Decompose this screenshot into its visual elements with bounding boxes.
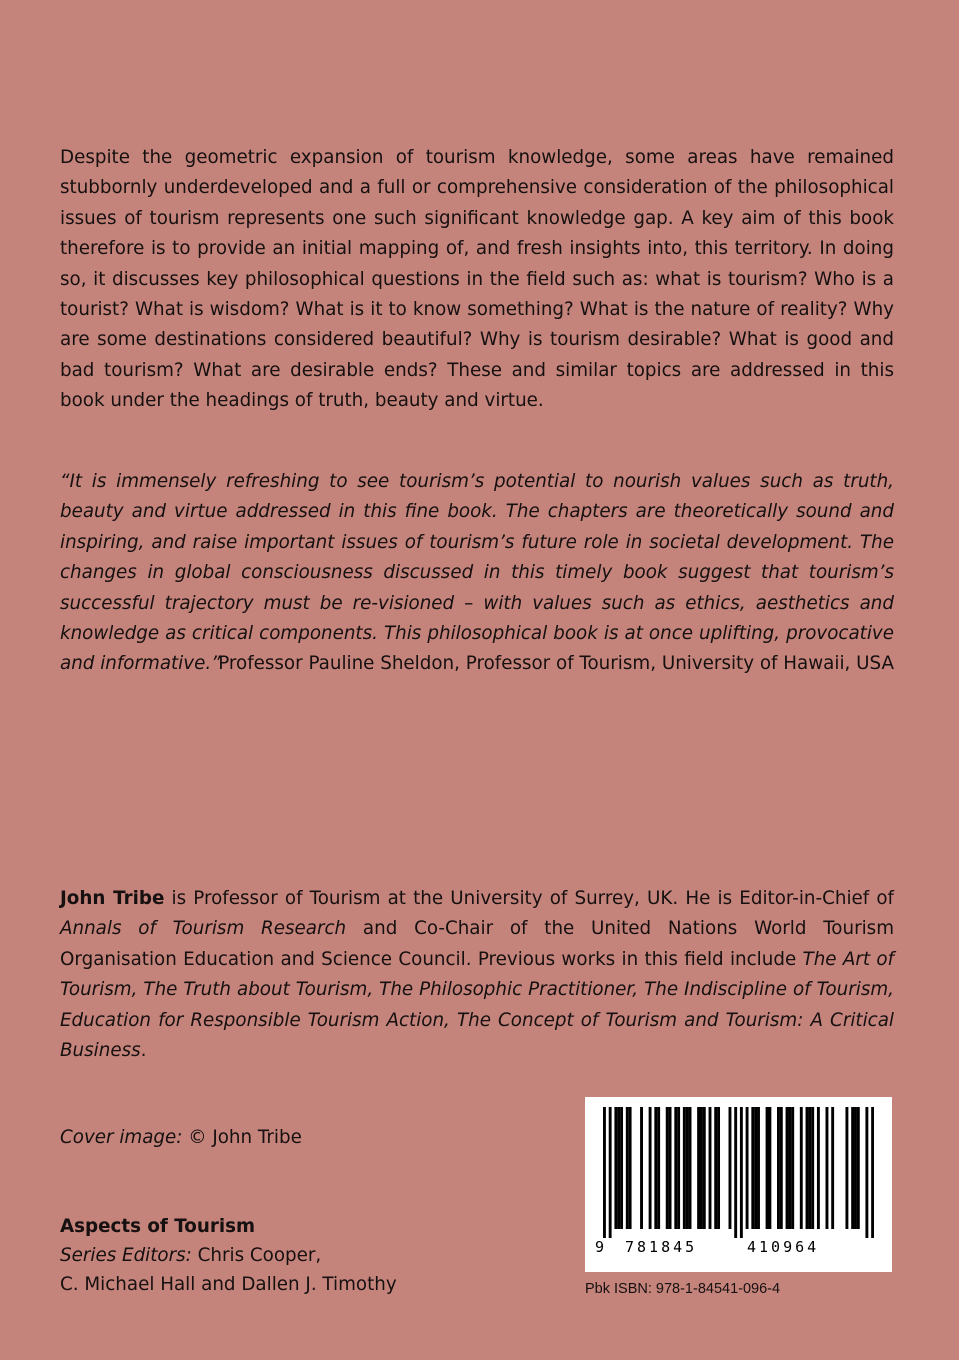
- barcode-group-1: 781845: [625, 1238, 698, 1256]
- endorsement-quote: “It is immensely refreshing to see tourism’s potential to nourish values such as truth, beauty and virtue addressed in this fine book. The chapters are theoretically sound and inspiring, and raise important issues of tourism’s future role in societal development. The changes in global consciousness discussed in this timely book suggest that tourism’s successful trajectory must be re-visioned – with values such as ethics, aesthetics and knowledge as critical components. This philosophical book is at once uplifting, provocative and informative.”: [60, 471, 894, 675]
- barcode-bar: [786, 1107, 789, 1229]
- barcode-bar: [654, 1107, 657, 1229]
- barcode-bar: [865, 1107, 868, 1238]
- cover-image-owner: © John Tribe: [182, 1127, 302, 1148]
- barcode-bar: [714, 1107, 717, 1229]
- barcode-bar: [729, 1107, 732, 1229]
- barcode-bar: [620, 1107, 623, 1229]
- barcode-bar: [686, 1107, 689, 1229]
- bio-text-1: is Professor of Tourism at the University of Surrey, UK. He is Editor-in-Chief of: [164, 888, 894, 909]
- bio-end: .: [140, 1040, 147, 1062]
- barcode-bar: [751, 1107, 754, 1229]
- series-editors-line2: C. Michael Hall and Dallen J. Timothy: [60, 1274, 397, 1295]
- cover-image-label: Cover image:: [60, 1127, 183, 1148]
- book-description: Despite the geometric expansion of tourism knowledge, some areas have remained stubbornly underdeveloped and a full or comprehensive consideration of the philosophical issues of tourism represents one such significant knowledge gap. A key aim of this book therefore is to provide an initial mapping of, and fresh insights into, this territory. In doing so, it discusses key philosophical questions in the field such as: what is tourism? Who is a tourist? What is wisdom? What is it to know something? What is the nature of reality? Why are some destinations considered beautiful? Why is tourism desirable? What is good and bad tourism? What are desirable ends? These and similar topics are addressed in this book under the headings of truth, beauty and virtue.: [60, 147, 894, 412]
- barcode-bars: [603, 1107, 874, 1238]
- barcode-first-digit: 9: [595, 1238, 605, 1256]
- barcode-bar: [657, 1107, 660, 1229]
- barcode-bar: [808, 1107, 811, 1229]
- barcode-bar: [746, 1107, 749, 1229]
- barcode-bar: [677, 1107, 680, 1229]
- barcode-bar: [831, 1107, 834, 1229]
- barcode-bar: [709, 1107, 712, 1229]
- barcode-bar: [734, 1107, 737, 1238]
- barcode-bar: [806, 1107, 809, 1229]
- barcode-bar: [768, 1107, 771, 1229]
- barcode-bar: [811, 1107, 814, 1229]
- author-bio: [60, 884, 894, 1066]
- barcode-bar: [766, 1107, 769, 1229]
- barcode-bar: [669, 1107, 672, 1229]
- barcode-bar: [683, 1107, 686, 1229]
- barcode-bar: [649, 1107, 652, 1229]
- endorsement-attribution: Professor Pauline Sheldon, Professor of Tourism, University of Hawaii, USA: [218, 653, 894, 674]
- barcode: [585, 1097, 892, 1272]
- barcode-bar: [780, 1107, 783, 1229]
- series-editors-line1: [60, 1241, 397, 1270]
- series-editors-names-1: Chris Cooper,: [191, 1245, 322, 1266]
- barcode-bar: [754, 1107, 757, 1229]
- barcode-bar: [629, 1107, 632, 1229]
- barcode-bar: [851, 1107, 854, 1229]
- barcode-bar: [817, 1107, 820, 1229]
- previous-works: The Art of Tourism, The Truth about Tourism, The Philosophic Practitioner, The Indiscipline of Tourism, Education for Responsible Tourism Action, The Concept of Tourism and Tourism: A Critical Business: [60, 948, 894, 1062]
- series-editors-label: Series Editors:: [60, 1245, 192, 1266]
- barcode-bar: [757, 1107, 760, 1229]
- barcode-bar: [703, 1107, 706, 1229]
- barcode-bar: [854, 1107, 857, 1229]
- barcode-bar: [674, 1107, 677, 1229]
- journal-title: Annals of Tourism Research: [60, 918, 347, 940]
- barcode-bar: [617, 1107, 620, 1229]
- series-title: Aspects of Tourism: [60, 1216, 256, 1237]
- barcode-bar: [603, 1107, 606, 1238]
- series-info: [60, 1212, 397, 1299]
- barcode-bar: [791, 1107, 794, 1229]
- author-name: John Tribe: [60, 888, 165, 909]
- cover-image-credit: [60, 1124, 302, 1152]
- barcode-bar: [800, 1107, 803, 1229]
- barcode-bar: [777, 1107, 780, 1229]
- isbn-label: Pbk ISBN: 978-1-84541-096-4: [585, 1281, 781, 1297]
- barcode-bar: [871, 1107, 874, 1238]
- barcode-bar: [845, 1107, 848, 1229]
- barcode-group-2: 410964: [747, 1238, 820, 1256]
- barcode-bar: [666, 1107, 669, 1229]
- barcode-bar: [626, 1107, 629, 1229]
- barcode-bar: [640, 1107, 643, 1229]
- barcode-bar: [740, 1107, 743, 1238]
- bio-text-2: and Co-Chair of the United Nations World Tourism Organisation Education and Science Council. Previous works in this field include: [60, 918, 895, 970]
- barcode-bar: [614, 1107, 617, 1229]
- barcode-bar: [609, 1107, 612, 1238]
- barcode-bar: [689, 1107, 692, 1229]
- barcode-bar: [717, 1107, 720, 1229]
- barcode-bar: [857, 1107, 860, 1229]
- barcode-bar: [788, 1107, 791, 1229]
- barcode-bar: [700, 1107, 703, 1229]
- barcode-bar: [826, 1107, 829, 1229]
- barcode-bar: [697, 1107, 700, 1229]
